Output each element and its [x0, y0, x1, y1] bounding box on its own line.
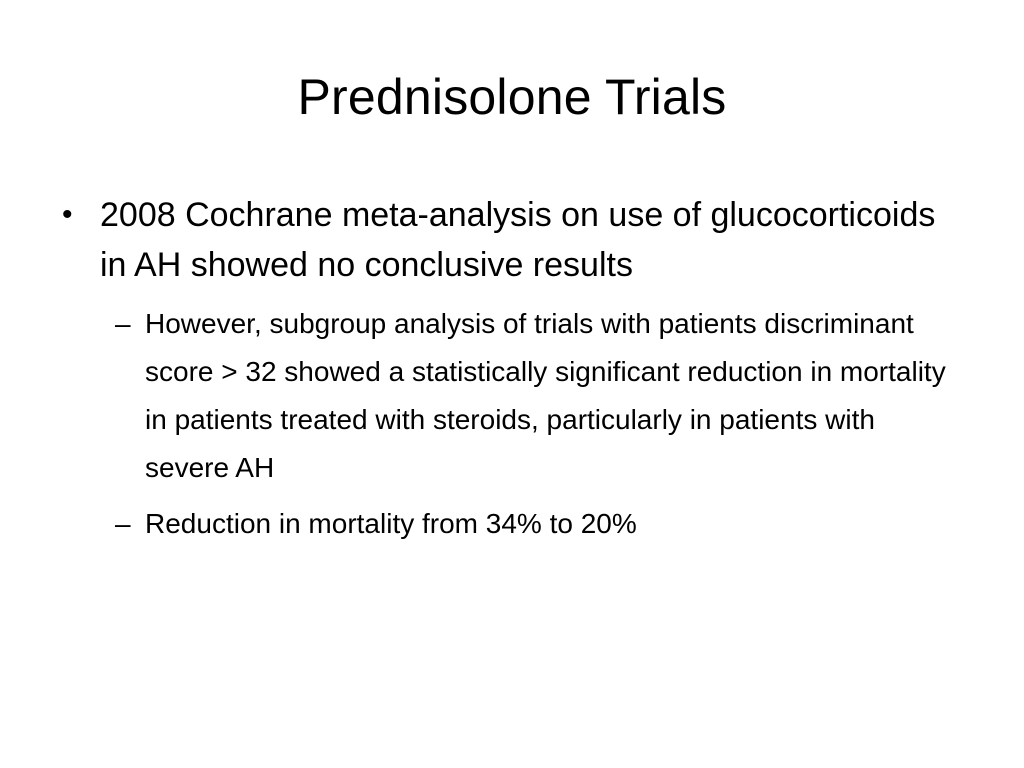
bullet-item: [62, 190, 962, 290]
sub-bullet-text: However, subgroup analysis of trials with patients discriminant score > 32 showed a statistically significant reduction in mortality in patients treated with steroids, particularly in patients with severe AH: [145, 308, 946, 483]
bullet-text: 2008 Cochrane meta-analysis on use of glucocorticoids in AH showed no conclusive results: [100, 196, 936, 284]
slide-title: Prednisolone Trials: [297, 69, 727, 125]
sub-bullet-text: Reduction in mortality from 34% to 20%: [145, 508, 637, 539]
slide-content: [62, 190, 962, 556]
sub-bullet-marker: –: [115, 508, 131, 539]
sub-bullet-item: [115, 300, 962, 492]
bullet-marker: •: [62, 198, 73, 231]
sub-bullet-item: [115, 500, 962, 548]
sub-bullet-marker: –: [115, 308, 131, 339]
